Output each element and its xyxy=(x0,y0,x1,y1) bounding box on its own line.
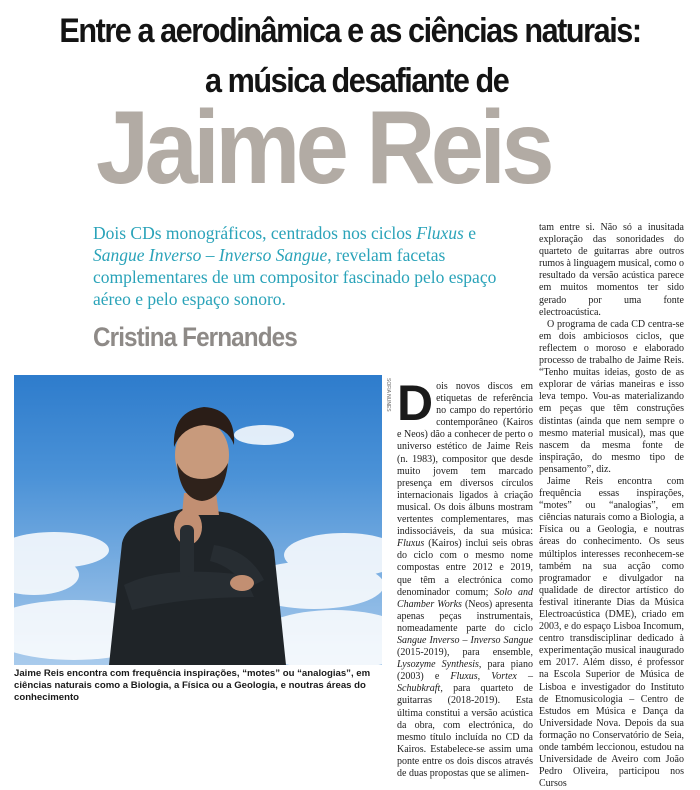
photo-caption: Jaime Reis encontra com frequência inspirações, “motes” ou “analogias”, em ciências naturais como a Biologia, a Física ou a Geologia, e noutras áreas do conhecimento xyxy=(14,668,371,703)
article-column-2 xyxy=(397,375,534,780)
portrait-photo xyxy=(14,375,382,665)
lead-text: , revelam facetas complementares de um compositor fascinado pelo espaço aéreo e pelo espaço sonoro. xyxy=(93,245,497,309)
article-text: ois novos discos em etiquetas de referência no campo do repertório contemporâneo (Kairos e Neos) dão a conhecer de perto o universo estético de Jaime Reis (n. 1983), compositor que desde muito jovem tem marcado presença em diversos círculos internacionais ligados à criação musical. Os dois álbuns mostram vertentes complementares, mas indissociáveis, da sua música: xyxy=(397,381,533,538)
article-text: , para quarteto de guitarras (2018-2019). Esta última constitui a versão acústica da obra, com electrónica, do mesmo título incluída no CD da Kairos. Estabelece-se assim uma ponte entre os dois discos através de duas propostas que se alimen- xyxy=(397,683,533,779)
article-paragraph: tam entre si. Não só a inusitada exploração das sonoridades do quarteto de guitarras abre outros rumos à linguagem musical, como o resultado da versão acústica parece em muitos momentos ter sido gerado por uma fonte electroacústica. xyxy=(539,222,684,318)
article-work-title: Sangue Inverso – Inverso Sangue xyxy=(397,634,533,646)
article-paragraph: Jaime Reis encontra com frequência essas inspirações, “motes” ou “analogias”, em ciências naturais como a Biologia, a Física ou a Geologia, e noutras áreas do conhecimento. Os seus múltiplos interesses reconhecem-se também na sua acção como programador e divulgador na qualidade de director artístico do festival itinerante Dias da Música Electroacústica (DME), criado em 2003, e do espaço Lisboa Incomum, centro transdisciplinar dedicado à experimentação musical inaugurado em 2017. Além disso, é professor na Escola Superior de Música de Lisboa e investigador do Instituto de Etnomusicologia – Centro de Estudos em Música e Dança da Universidade Nova. Depois da sua formação no Conservatório de Seia, onde também leccionou, estudou na Universidade de Aveiro com João Pedro Oliveira, participou nos Cursos xyxy=(539,475,684,790)
article-work-title: Fluxus, Vortex – Schubkraft xyxy=(397,671,533,695)
headline-line-1: Entre a aerodinâmica e as ciências naturais: xyxy=(59,12,641,50)
article-text: (2015-2019), para ensemble, xyxy=(397,647,533,659)
headline xyxy=(0,14,700,48)
lead-paragraph xyxy=(93,222,513,310)
portrait-illustration xyxy=(14,375,382,665)
article-text: (Neos) apresenta apenas peças instrumentais, nomeadamente parte do ciclo xyxy=(397,598,534,634)
lead-title-sangue: Sangue Inverso – Inverso Sangue xyxy=(93,245,328,265)
author-byline: Cristina Fernandes xyxy=(93,322,297,352)
photo-credit xyxy=(383,378,393,438)
article-paragraph xyxy=(397,375,534,780)
article-work-title: Solo and Chamber Works xyxy=(397,586,533,610)
article-work-title: Fluxus xyxy=(397,538,425,550)
article-paragraph: O programa de cada CD centra-se em dois ambiciosos ciclos, que reflectem o moroso e elaborado processo de trabalho de Jaime Reis. “Tenho muitas ideias, gosto de as explorar de várias maneiras e isso leva tempo. Vou-as materializando em peças que têm construções distintas (ainda que nem sempre o mesmo material musical), mas que nascem da mesma fonte de inspiração, do mesmo tipo de pensamento”, diz. xyxy=(539,318,684,475)
photo-credit-text: SOFIA NUNES xyxy=(385,378,391,412)
headline-name: Jaime Reis xyxy=(96,90,550,206)
lead-title-fluxus: Fluxus xyxy=(416,223,464,243)
lead-text: Dois CDs monográficos, centrados nos ciclos xyxy=(93,223,417,243)
article-text: (Kairos) inclui seis obras do ciclo com o mesmo nome compostas entre 2012 e 2019, que têm a electrónica como denominador comum; xyxy=(397,538,533,598)
article-work-title: Lysozyme Synthesis xyxy=(397,659,479,671)
article-text: , para piano (2003) e xyxy=(397,659,533,683)
drop-cap: D xyxy=(397,375,434,431)
article-column-3 xyxy=(539,222,684,790)
headline-line-2: a música desafiante de xyxy=(205,62,509,100)
lead-text: e xyxy=(463,223,477,243)
